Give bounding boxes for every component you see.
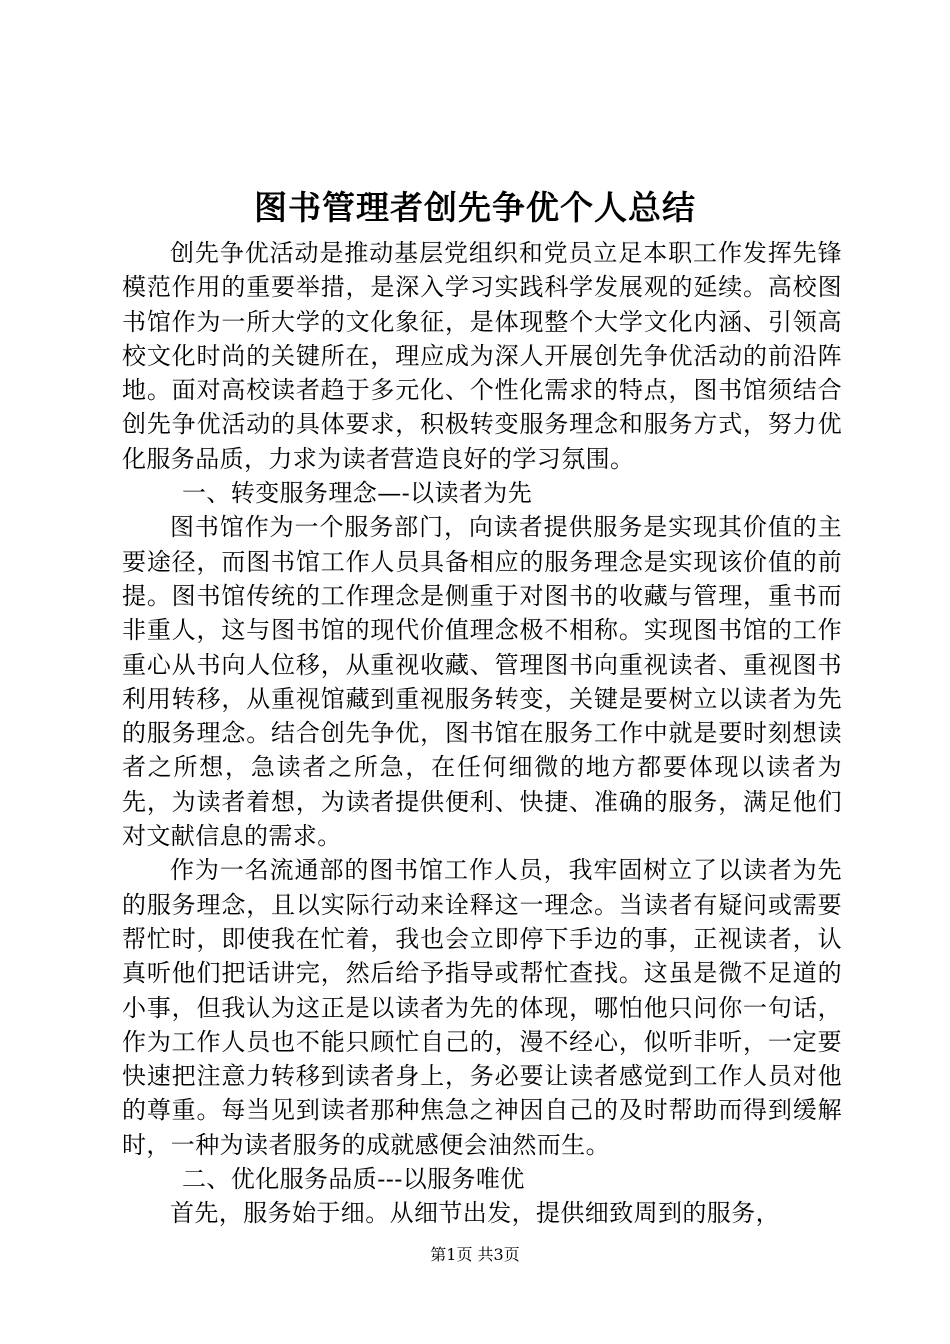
page-footer: 第1页 共3页: [430, 1245, 520, 1264]
section-1-paragraph-1: 图书馆作为一个服务部门，向读者提供服务是实现其价值的主要途径，而图书馆工作人员具备相应的服务理念是实现该价值的前提。图书馆传统的工作理念是侧重于对图书的收藏与管理，重书而非重人，这与图书馆的现代价值理念极不相称。实现图书馆的工作重心从书向人位移，从重视收藏、管理图书向重视读者、重视图书利用转移，从重视馆藏到重视服务转变，关键是要树立以读者为先的服务理念。结合创先争优，图书馆在服务工作中就是要时刻想读者之所想，急读者之所急，在任何细微的地方都要体现以读者为先，为读者着想，为读者提供便利、快捷、准确的服务，满足他们对文献信息的需求。: [122, 513, 842, 851]
document-title: 图书管理者创先争优个人总结: [254, 188, 696, 227]
document-body: [122, 236, 842, 1231]
section-1-paragraph-2: 作为一名流通部的图书馆工作人员，我牢固树立了以读者为先的服务理念，且以实际行动来诠释这一理念。当读者有疑问或需要帮忙时，即使我在忙着，我也会立即停下手边的事，正视读者，认真听他们把话讲完，然后给予指导或帮忙查找。这虽是微不足道的小事，但我认为这正是以读者为先的体现，哪怕他只问你一句话，作为工作人员也不能只顾忙自己的，漫不经心，似听非听，一定要快速把注意力转移到读者身上，务必要让读者感觉到工作人员对他的尊重。每当见到读者那种焦急之神因自己的及时帮助而得到缓解时，一种为读者服务的成就感便会油然而生。: [122, 856, 842, 1159]
section-heading-2: 二、优化服务品质---以服务唯优: [182, 1165, 525, 1194]
section-heading-1: 一、转变服务理念—-以读者为先: [182, 479, 533, 508]
intro-paragraph: 创先争优活动是推动基层党组织和党员立足本职工作发挥先锋模范作用的重要举措，是深入学习实践科学发展观的延续。高校图书馆作为一所大学的文化象征，是体现整个大学文化内涵、引领高校文化时尚的关键所在，理应成为深人开展创先争优活动的前沿阵地。面对高校读者趋于多元化、个性化需求的特点，图书馆须结合创先争优活动的具体要求，积极转变服务理念和服务方式，努力优化服务品质，力求为读者营造良好的学习氛围。: [122, 239, 842, 473]
section-2-paragraph-1: 首先，服务始于细。从细节出发，提供细致周到的服务，: [170, 1199, 780, 1228]
